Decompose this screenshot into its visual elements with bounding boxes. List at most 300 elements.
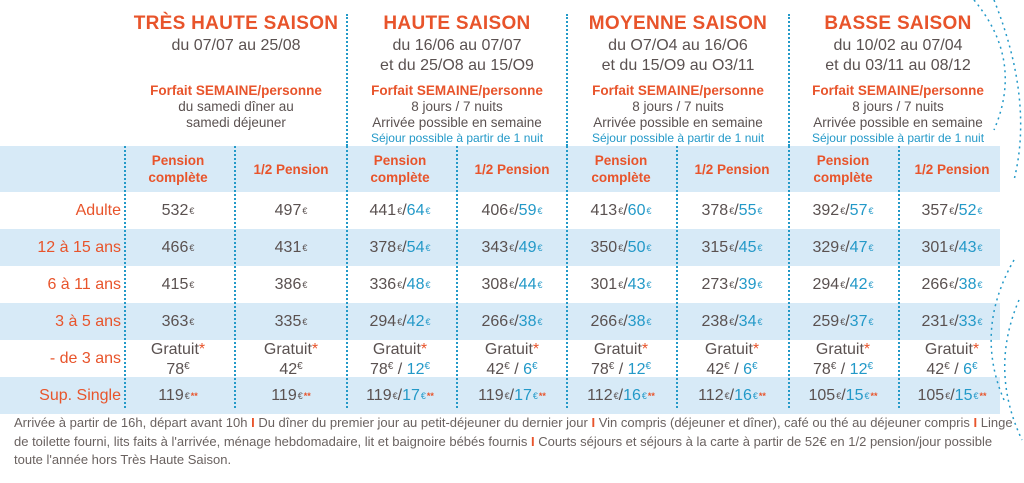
price-cell bbox=[123, 303, 233, 340]
price-value: 329 bbox=[812, 238, 840, 256]
euro-sign: € bbox=[757, 242, 763, 253]
footer-separator: I bbox=[251, 415, 255, 430]
night-price: 43 bbox=[627, 275, 646, 293]
price-cell bbox=[788, 303, 898, 340]
slash: / bbox=[623, 201, 628, 219]
price-cell bbox=[345, 340, 455, 378]
price-value: 266 bbox=[921, 275, 949, 293]
footer-separator: I bbox=[973, 415, 978, 430]
euro-sign: € bbox=[504, 390, 510, 401]
row-label: - de 3 ans bbox=[49, 350, 121, 367]
row-label: Sup. Single bbox=[39, 387, 121, 404]
free-label bbox=[594, 341, 648, 358]
price-cell bbox=[566, 340, 676, 378]
euro-sign: € bbox=[297, 390, 303, 401]
euro-sign: € bbox=[977, 242, 983, 253]
table-row bbox=[0, 303, 1000, 340]
footnote-star: * bbox=[863, 340, 871, 358]
footnote-star: * bbox=[198, 340, 206, 358]
euro-sign: € bbox=[757, 205, 763, 216]
price-value: 112 bbox=[587, 386, 613, 404]
slash: / bbox=[393, 360, 407, 378]
price-cell bbox=[345, 192, 455, 229]
euro-sign: € bbox=[977, 316, 983, 327]
price-value: 105 bbox=[808, 386, 836, 404]
slash: / bbox=[954, 312, 959, 330]
column-divider bbox=[234, 146, 236, 408]
price-cell bbox=[457, 377, 567, 414]
price-value: 315 bbox=[701, 238, 729, 256]
season-dates: et du 15/O9 au O3/11 bbox=[601, 56, 755, 74]
price-cell bbox=[457, 192, 567, 229]
price-value: 378 bbox=[369, 238, 397, 256]
price-cell bbox=[566, 192, 676, 229]
slash: / bbox=[734, 275, 739, 293]
slash: / bbox=[734, 238, 739, 256]
euro-sign: € bbox=[949, 205, 955, 216]
footer-note: Courts séjours et séjours à la carte à partir de 52€ en 1/2 pension/jour possible toute l'année hors Très Haute Saison. bbox=[14, 433, 993, 467]
slash: / bbox=[623, 312, 628, 330]
row-label: 3 à 5 ans bbox=[55, 313, 121, 330]
free-text: Gratuit bbox=[150, 340, 199, 358]
free-text: Gratuit bbox=[815, 340, 864, 358]
night-price: 34 bbox=[738, 312, 757, 330]
column-header-label: Pension complète bbox=[370, 153, 430, 185]
price-value: 350 bbox=[590, 238, 618, 256]
euro-sign: € bbox=[618, 316, 624, 327]
price-cell bbox=[236, 192, 346, 229]
slash: / bbox=[845, 201, 850, 219]
night-price: 49 bbox=[518, 238, 537, 256]
column-header-label: 1/2 Pension bbox=[474, 161, 550, 177]
price-value: 343 bbox=[481, 238, 509, 256]
euro-sign: € bbox=[532, 360, 538, 372]
euro-sign: € bbox=[420, 390, 426, 401]
footnote-stars: ** bbox=[538, 390, 546, 401]
slash: / bbox=[514, 238, 519, 256]
free-text: Gratuit bbox=[484, 340, 533, 358]
slash: / bbox=[509, 386, 515, 404]
price-cell bbox=[566, 303, 676, 340]
night-price: 6 bbox=[523, 360, 533, 378]
column-header bbox=[677, 146, 787, 192]
slash: / bbox=[614, 360, 628, 378]
night-price: 60 bbox=[627, 201, 646, 219]
slash: / bbox=[623, 238, 628, 256]
column-header bbox=[345, 146, 455, 192]
price-value: 363 bbox=[161, 312, 189, 330]
free-text: Gratuit bbox=[593, 340, 642, 358]
free-price bbox=[813, 358, 873, 378]
footer-separator: I bbox=[531, 433, 535, 449]
free-text: Gratuit bbox=[263, 340, 312, 358]
free-label bbox=[816, 341, 870, 358]
euro-sign: € bbox=[618, 242, 624, 253]
row-label: 6 à 11 ans bbox=[47, 276, 121, 293]
slash: / bbox=[949, 360, 964, 378]
season-dates: du 16/06 au 07/07 bbox=[392, 37, 522, 54]
price-cell bbox=[345, 266, 455, 303]
free-price bbox=[279, 358, 302, 378]
price-value: 105 bbox=[917, 386, 945, 404]
table-row bbox=[0, 229, 1000, 266]
season-info: Arrivée possible en semaine bbox=[372, 115, 542, 130]
footnote-star: * bbox=[420, 340, 428, 358]
slash: / bbox=[509, 360, 524, 378]
price-cell bbox=[677, 377, 787, 414]
euro-sign: € bbox=[724, 390, 730, 401]
price-value: 294 bbox=[369, 312, 397, 330]
row-label: Adulte bbox=[75, 202, 121, 219]
price-cell bbox=[457, 303, 567, 340]
footnote-star: * bbox=[532, 340, 540, 358]
night-price: 15 bbox=[954, 386, 973, 404]
night-price: 12 bbox=[406, 360, 425, 378]
price-value: 78 bbox=[590, 360, 609, 378]
euro-sign: € bbox=[864, 390, 870, 401]
column-header bbox=[566, 146, 676, 192]
euro-sign: € bbox=[645, 360, 652, 372]
table-row bbox=[0, 340, 1000, 378]
season-dates: et du 03/11 au 08/12 bbox=[825, 56, 971, 74]
footnote-star: * bbox=[311, 340, 319, 358]
euro-sign: € bbox=[424, 360, 431, 372]
season-info: 8 jours / 7 nuits bbox=[852, 99, 944, 114]
row-label: 12 à 15 ans bbox=[37, 239, 121, 256]
night-price: 45 bbox=[738, 238, 757, 256]
euro-sign: € bbox=[972, 360, 978, 372]
price-value: 497 bbox=[274, 201, 302, 219]
euro-sign: € bbox=[752, 360, 758, 372]
night-price: 42 bbox=[849, 275, 868, 293]
price-value: 119 bbox=[158, 386, 184, 404]
night-price: 47 bbox=[849, 238, 868, 256]
free-text: Gratuit bbox=[372, 340, 421, 358]
slash: / bbox=[514, 201, 519, 219]
free-label bbox=[705, 341, 759, 358]
season-info: Arrivée possible en semaine bbox=[813, 115, 983, 130]
price-cell bbox=[566, 229, 676, 266]
price-cell bbox=[788, 377, 898, 414]
column-header-label: Pension complète bbox=[591, 153, 651, 185]
season-divider bbox=[566, 14, 568, 146]
column-header-label: Pension complète bbox=[148, 153, 208, 185]
euro-sign: € bbox=[302, 316, 308, 327]
column-header bbox=[457, 146, 567, 192]
price-value: 413 bbox=[590, 201, 618, 219]
price-cell bbox=[236, 229, 346, 266]
season-forfait: Forfait SEMAINE/personne bbox=[592, 83, 764, 98]
season-dates: du O7/O4 au 16/O6 bbox=[608, 37, 748, 54]
euro-sign: € bbox=[425, 242, 431, 253]
euro-sign: € bbox=[949, 279, 955, 290]
euro-sign: € bbox=[189, 242, 195, 253]
price-cell bbox=[677, 229, 787, 266]
price-cell bbox=[788, 192, 898, 229]
table-row bbox=[0, 377, 1000, 414]
euro-sign: € bbox=[537, 242, 543, 253]
price-value: 259 bbox=[812, 312, 840, 330]
night-price: 42 bbox=[406, 312, 425, 330]
spacer bbox=[121, 56, 351, 76]
free-price bbox=[370, 358, 430, 378]
free-text: Gratuit bbox=[924, 340, 973, 358]
table-header-row bbox=[0, 146, 1000, 192]
price-cell bbox=[677, 266, 787, 303]
season-title: TRÈS HAUTE SAISON bbox=[133, 13, 339, 34]
slash: / bbox=[841, 386, 846, 404]
footnote-star: * bbox=[641, 340, 649, 358]
price-value: 119 bbox=[271, 386, 297, 404]
season-dates: du 07/07 au 25/08 bbox=[171, 37, 301, 54]
euro-sign: € bbox=[868, 279, 874, 290]
price-value: 78 bbox=[812, 360, 831, 378]
euro-sign: € bbox=[302, 205, 308, 216]
price-cell bbox=[788, 340, 898, 378]
season-header bbox=[121, 12, 351, 131]
price-value: 42 bbox=[279, 360, 298, 378]
night-price: 37 bbox=[849, 312, 868, 330]
euro-sign: € bbox=[397, 205, 403, 216]
season-info: samedi déjeuner bbox=[186, 115, 286, 130]
slash: / bbox=[402, 312, 407, 330]
slash: / bbox=[954, 201, 959, 219]
price-value: 294 bbox=[812, 275, 840, 293]
price-value: 466 bbox=[161, 238, 189, 256]
night-price: 38 bbox=[958, 275, 977, 293]
price-cell bbox=[123, 340, 233, 378]
euro-sign: € bbox=[618, 205, 624, 216]
euro-sign: € bbox=[830, 360, 837, 372]
euro-sign: € bbox=[641, 390, 647, 401]
euro-sign: € bbox=[867, 360, 874, 372]
season-info: du samedi dîner au bbox=[178, 99, 294, 114]
footnote-stars: ** bbox=[758, 390, 766, 401]
slash: / bbox=[954, 275, 959, 293]
price-value: 266 bbox=[590, 312, 618, 330]
night-price: 12 bbox=[627, 360, 646, 378]
price-value: 42 bbox=[486, 360, 505, 378]
euro-sign: € bbox=[608, 360, 615, 372]
slash: / bbox=[845, 238, 850, 256]
price-cell bbox=[457, 340, 567, 378]
column-header-label: 1/2 Pension bbox=[914, 161, 990, 177]
footnote-star: * bbox=[752, 340, 760, 358]
euro-sign: € bbox=[297, 360, 303, 372]
price-cell bbox=[345, 303, 455, 340]
night-price: 6 bbox=[743, 360, 753, 378]
euro-sign: € bbox=[397, 279, 403, 290]
free-label bbox=[373, 341, 427, 358]
slash: / bbox=[729, 360, 744, 378]
euro-sign: € bbox=[868, 205, 874, 216]
euro-sign: € bbox=[425, 316, 431, 327]
euro-sign: € bbox=[757, 279, 763, 290]
slash: / bbox=[623, 275, 628, 293]
footnote-stars: ** bbox=[426, 390, 434, 401]
footnote-stars: ** bbox=[190, 390, 198, 401]
price-cell bbox=[457, 229, 567, 266]
price-value: 78 bbox=[369, 360, 388, 378]
price-cell bbox=[123, 229, 233, 266]
euro-sign: € bbox=[532, 390, 538, 401]
column-divider bbox=[456, 146, 458, 408]
euro-sign: € bbox=[184, 390, 190, 401]
euro-sign: € bbox=[724, 360, 730, 372]
price-cell bbox=[123, 377, 233, 414]
season-forfait: Forfait SEMAINE/personne bbox=[812, 83, 984, 98]
price-value: 42 bbox=[706, 360, 725, 378]
price-value: 431 bbox=[274, 238, 302, 256]
season-min-nights: Séjour possible à partir de 1 nuit bbox=[591, 131, 765, 145]
euro-sign: € bbox=[973, 390, 979, 401]
euro-sign: € bbox=[752, 390, 758, 401]
euro-sign: € bbox=[840, 279, 846, 290]
slash: / bbox=[729, 386, 735, 404]
euro-sign: € bbox=[646, 279, 652, 290]
euro-sign: € bbox=[613, 390, 619, 401]
night-price: 12 bbox=[849, 360, 868, 378]
price-value: 301 bbox=[921, 238, 949, 256]
euro-sign: € bbox=[425, 205, 431, 216]
price-cell bbox=[236, 340, 346, 378]
season-forfait: Forfait SEMAINE/personne bbox=[150, 83, 322, 98]
euro-sign: € bbox=[729, 316, 735, 327]
table-row bbox=[0, 266, 1000, 303]
column-header bbox=[788, 146, 898, 192]
euro-sign: € bbox=[840, 205, 846, 216]
price-cell bbox=[236, 377, 346, 414]
euro-sign: € bbox=[618, 279, 624, 290]
night-price: 17 bbox=[402, 386, 420, 404]
euro-sign: € bbox=[189, 316, 195, 327]
price-value: 78 bbox=[166, 360, 185, 378]
euro-sign: € bbox=[977, 279, 983, 290]
price-value: 238 bbox=[701, 312, 729, 330]
night-price: 17 bbox=[514, 386, 532, 404]
season-title: HAUTE SAISON bbox=[383, 13, 531, 34]
season-divider bbox=[788, 14, 790, 146]
price-value: 119 bbox=[478, 386, 504, 404]
footer-notes bbox=[14, 414, 1014, 470]
season-min-nights: Séjour possible à partir de 1 nuit bbox=[370, 131, 544, 145]
euro-sign: € bbox=[646, 316, 652, 327]
footnote-stars: ** bbox=[303, 390, 311, 401]
price-cell bbox=[345, 229, 455, 266]
column-header-label: 1/2 Pension bbox=[694, 161, 770, 177]
euro-sign: € bbox=[302, 279, 308, 290]
free-label bbox=[151, 341, 205, 358]
night-price: 6 bbox=[963, 360, 973, 378]
slash: / bbox=[845, 312, 850, 330]
price-value: 441 bbox=[369, 201, 397, 219]
slash: / bbox=[734, 201, 739, 219]
free-price bbox=[486, 358, 537, 378]
slash: / bbox=[845, 275, 850, 293]
euro-sign: € bbox=[387, 360, 394, 372]
night-price: 43 bbox=[958, 238, 977, 256]
price-value: 378 bbox=[701, 201, 729, 219]
euro-sign: € bbox=[646, 242, 652, 253]
euro-sign: € bbox=[509, 279, 515, 290]
slash: / bbox=[514, 312, 519, 330]
euro-sign: € bbox=[977, 205, 983, 216]
euro-sign: € bbox=[425, 279, 431, 290]
column-divider bbox=[788, 146, 790, 408]
footer-note: Linge de toilette fourni, lits faits à l'arrivée, ménage hebdomadaire, lit et baignoire bébés fournis bbox=[14, 415, 1013, 449]
column-header bbox=[123, 146, 233, 192]
season-header bbox=[342, 12, 572, 145]
euro-sign: € bbox=[509, 242, 515, 253]
footer-note: Vin compris (déjeuner et dîner), café ou thé au déjeuner compris bbox=[598, 415, 970, 430]
night-price: 44 bbox=[518, 275, 537, 293]
euro-sign: € bbox=[729, 242, 735, 253]
price-cell bbox=[566, 266, 676, 303]
price-value: 266 bbox=[481, 312, 509, 330]
euro-sign: € bbox=[189, 279, 195, 290]
euro-sign: € bbox=[945, 390, 951, 401]
column-divider bbox=[676, 146, 678, 408]
season-dates: et du 25/O8 au 15/O9 bbox=[380, 56, 534, 74]
price-cell bbox=[457, 266, 567, 303]
euro-sign: € bbox=[868, 242, 874, 253]
footnote-star: * bbox=[972, 340, 980, 358]
night-price: 16 bbox=[734, 386, 752, 404]
euro-sign: € bbox=[537, 205, 543, 216]
slash: / bbox=[954, 238, 959, 256]
euro-sign: € bbox=[836, 390, 842, 401]
column-header-label: 1/2 Pension bbox=[253, 161, 329, 177]
footer-note: Du dîner du premier jour au petit-déjeuner du dernier jour bbox=[258, 415, 588, 430]
price-value: 357 bbox=[921, 201, 949, 219]
column-divider bbox=[346, 146, 348, 408]
price-value: 119 bbox=[366, 386, 392, 404]
price-cell bbox=[236, 303, 346, 340]
euro-sign: € bbox=[537, 316, 543, 327]
price-value: 415 bbox=[161, 275, 189, 293]
column-header bbox=[236, 146, 346, 192]
euro-sign: € bbox=[729, 279, 735, 290]
euro-sign: € bbox=[868, 316, 874, 327]
euro-sign: € bbox=[397, 242, 403, 253]
season-header bbox=[563, 12, 793, 145]
footnote-stars: ** bbox=[979, 390, 987, 401]
slash: / bbox=[836, 360, 850, 378]
price-value: 406 bbox=[481, 201, 509, 219]
season-title: MOYENNE SAISON bbox=[588, 13, 768, 34]
night-price: 59 bbox=[518, 201, 537, 219]
footnote-stars: ** bbox=[647, 390, 655, 401]
decorative-dotted-arcs bbox=[964, 0, 1024, 483]
free-price bbox=[706, 358, 757, 378]
night-price: 15 bbox=[845, 386, 864, 404]
night-price: 64 bbox=[406, 201, 425, 219]
euro-sign: € bbox=[949, 242, 955, 253]
euro-sign: € bbox=[397, 316, 403, 327]
price-value: 532 bbox=[161, 201, 189, 219]
euro-sign: € bbox=[949, 316, 955, 327]
season-divider bbox=[346, 14, 348, 146]
season-info: Arrivée possible en semaine bbox=[593, 115, 763, 130]
slash: / bbox=[618, 386, 624, 404]
price-cell bbox=[123, 192, 233, 229]
night-price: 48 bbox=[406, 275, 425, 293]
slash: / bbox=[402, 238, 407, 256]
euro-sign: € bbox=[757, 316, 763, 327]
euro-sign: € bbox=[840, 316, 846, 327]
price-value: 336 bbox=[369, 275, 397, 293]
season-info: 8 jours / 7 nuits bbox=[632, 99, 724, 114]
